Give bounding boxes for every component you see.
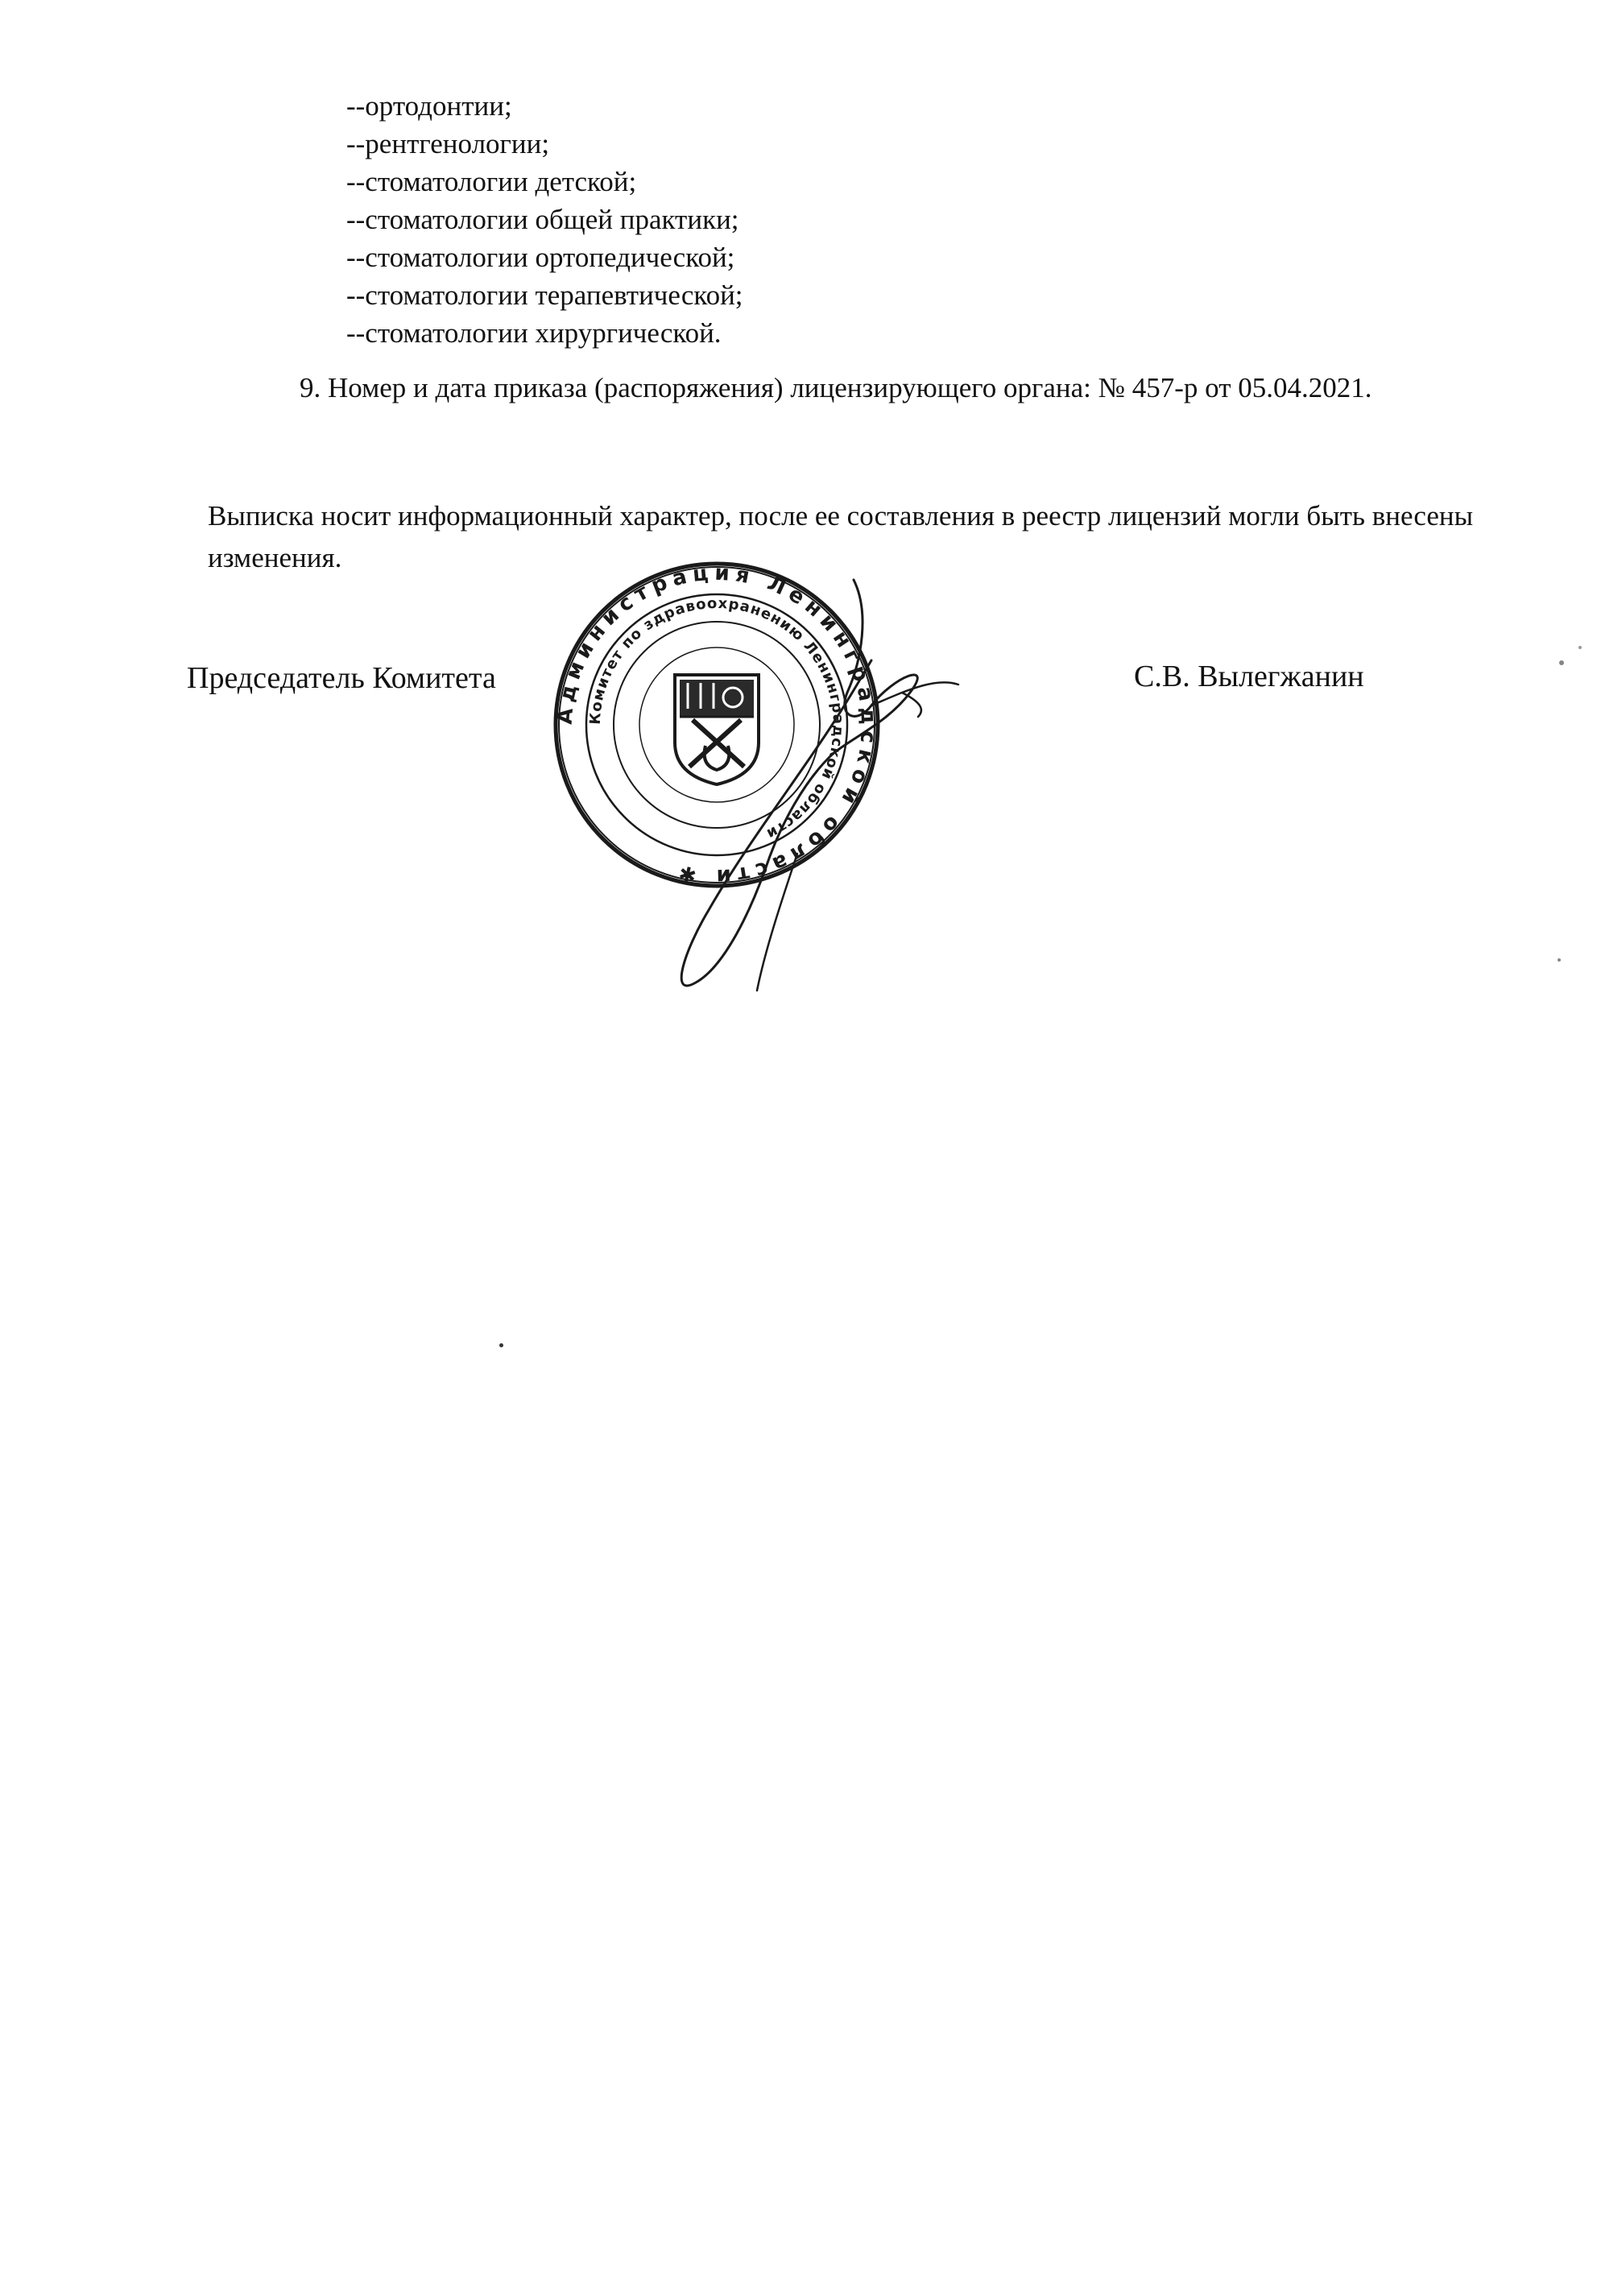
scan-speck: [1578, 646, 1582, 649]
handwritten-signature: [660, 564, 966, 999]
list-item: --стоматологии хирургической.: [346, 317, 722, 349]
info-note: Выписка носит информационный характер, после ее составления в реестр лицензий могли быть внесены изменения.: [208, 500, 1474, 573]
signer-position: Председатель Комитета: [187, 661, 496, 695]
list-item: --стоматологии общей практики;: [346, 204, 739, 235]
scan-speck: [1559, 660, 1564, 665]
list-item: --ортодонтии;: [346, 90, 512, 122]
list-item: --стоматологии ортопедической;: [346, 242, 735, 273]
specialty-list: [346, 87, 743, 352]
order-number-paragraph: 9. Номер и дата приказа (распоряжения) лицензирующего органа: № 457-р от 05.04.2021.: [300, 372, 1372, 403]
signer-name: С.В. Вылегжанин: [1134, 660, 1364, 693]
list-item: --рентгенологии;: [346, 128, 550, 159]
svg-text:Администрация Ленинградской об: Администрация Ленинградской области ✱: [552, 561, 881, 889]
list-item: --стоматологии детской;: [346, 166, 637, 197]
scan-speck: [1558, 958, 1561, 962]
official-seal: [548, 556, 886, 894]
svg-text:Комитет по здравоохранению Лен: Комитет по здравоохранению Ленинградской области: [586, 594, 847, 843]
list-item: --стоматологии терапевтической;: [346, 279, 743, 311]
scan-speck: [499, 1343, 503, 1347]
coat-of-arms-icon: [675, 675, 759, 784]
